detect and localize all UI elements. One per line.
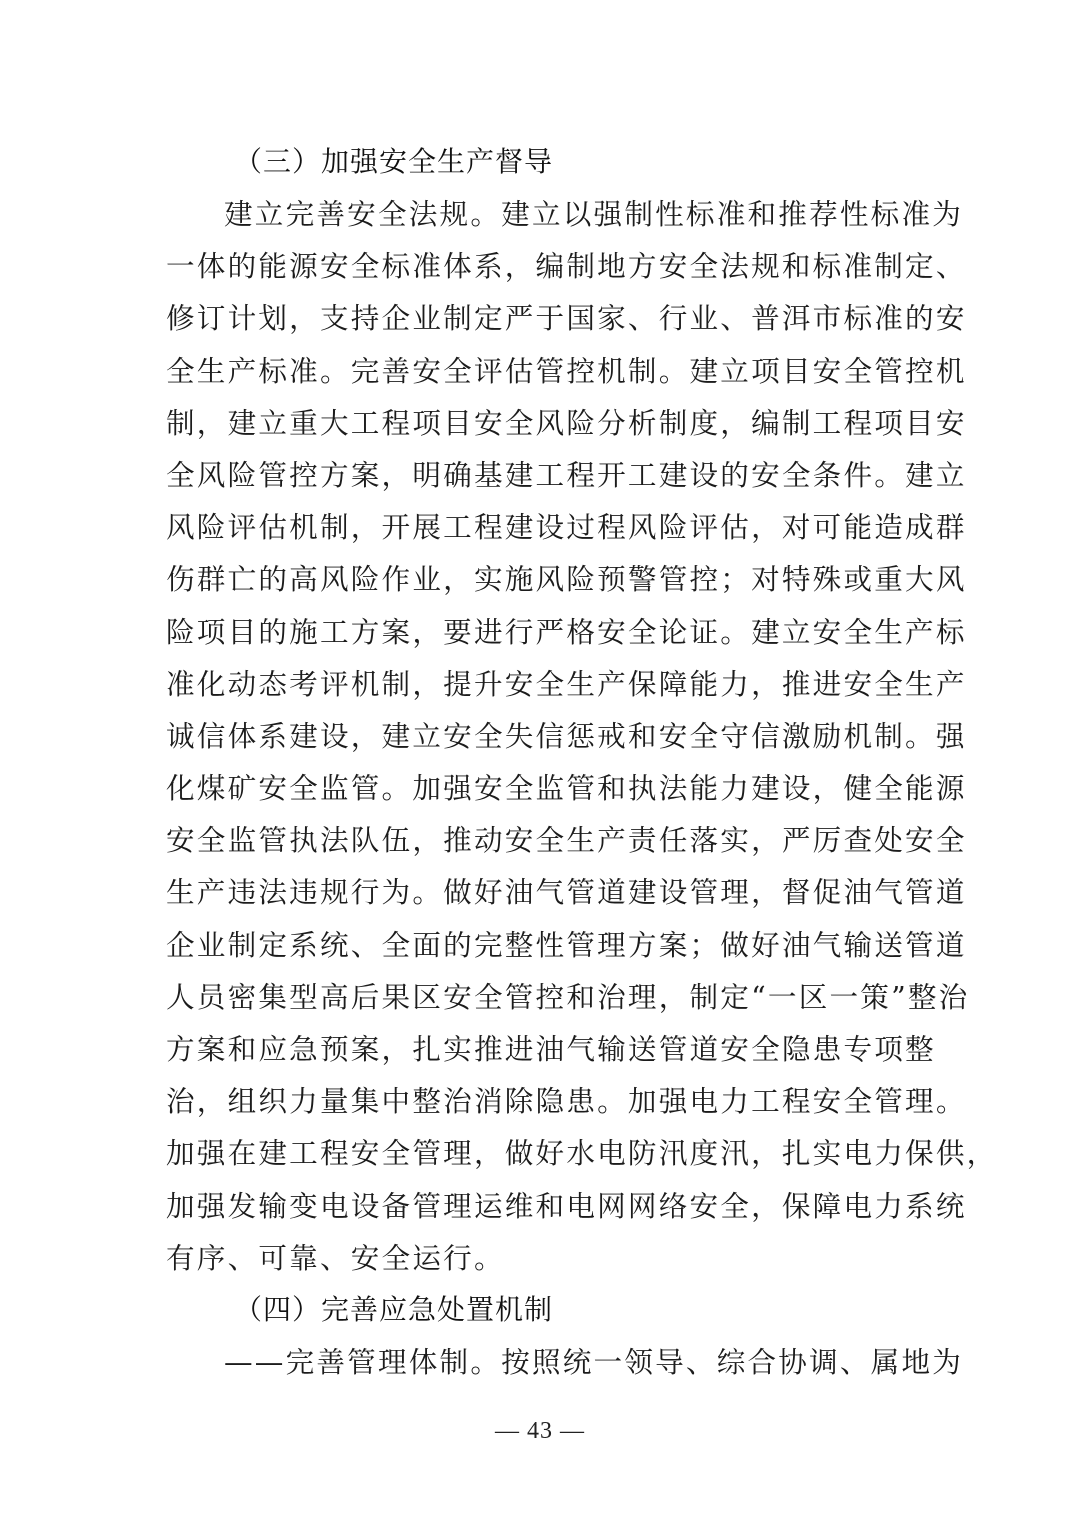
paragraph-line: ——完善管理体制。按照统一领导、综合协调、属地为 (224, 1344, 964, 1379)
paragraph-line: 建立完善安全法规。建立以强制性标准和推荐性标准为 (224, 197, 964, 231)
paragraph-line: 企业制定系统、全面的完整性管理方案；做好油气输送管道 (166, 927, 967, 962)
paragraph-line: 方案和应急预案，扎实推进油气输送管道安全隐患专项整 (166, 1032, 936, 1066)
section-heading-3: （三）加强安全生产督导 (234, 145, 554, 178)
section-heading-4: （四）完善应急处置机制 (234, 1292, 554, 1326)
paragraph-line: 准化动态考评机制，提升安全生产保障能力，推进安全生产 (166, 666, 967, 701)
paragraph-line: 制，建立重大工程项目安全风险分析制度，编制工程项目安 (166, 405, 967, 440)
paragraph-line: 人员密集型高后果区安全管控和治理，制定“一区一策”整治 (166, 979, 970, 1014)
paragraph-line: 修订计划，支持企业制定严于国家、行业、普洱市标准的安 (166, 301, 967, 336)
paragraph-line: 有序、可靠、安全运行。 (166, 1240, 505, 1275)
paragraph-line: 一体的能源安全标准体系，编制地方安全法规和标准制定、 (166, 249, 967, 284)
paragraph-line: 全风险管控方案，明确基建工程开工建设的安全条件。建立 (166, 457, 967, 492)
paragraph-line: 化煤矿安全监管。加强安全监管和执法能力建设，健全能源 (166, 771, 967, 806)
paragraph-line: 险项目的施工方案，要进行严格安全论证。建立安全生产标 (166, 614, 967, 649)
page-number: — 43 — (495, 1418, 585, 1444)
paragraph-line: 风险评估机制，开展工程建设过程风险评估，对可能造成群 (166, 510, 967, 545)
paragraph-line: 安全监管执法队伍，推动安全生产责任落实，严厉查处安全 (166, 823, 967, 858)
paragraph-line: 生产违法违规行为。做好油气管道建设管理，督促油气管道 (166, 875, 967, 910)
text-column (166, 136, 998, 1388)
paragraph-line: 全生产标准。完善安全评估管控机制。建立项目安全管控机 (166, 353, 967, 388)
paragraph-line: 伤群亡的高风险作业，实施风险预警管控；对特殊或重大风 (166, 562, 967, 597)
paragraph-line: 加强发输变电设备管理运维和电网网络安全，保障电力系统 (166, 1188, 967, 1223)
paragraph-line: 诚信体系建设，建立安全失信惩戒和安全守信激励机制。强 (166, 718, 967, 753)
paragraph-line: 加强在建工程安全管理，做好水电防汛度汛，扎实电力保供， (166, 1136, 998, 1171)
paragraph-line: 治，组织力量集中整治消除隐患。加强电力工程安全管理。 (166, 1084, 967, 1119)
